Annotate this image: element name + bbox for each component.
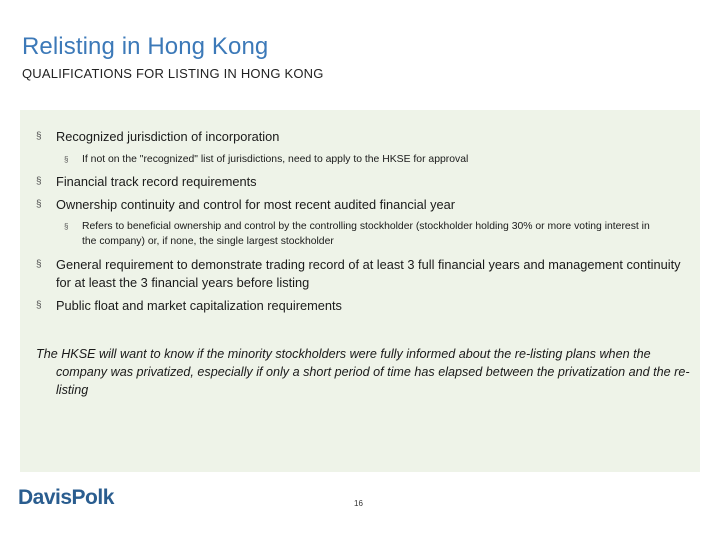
sub-bullet-item — [64, 152, 664, 167]
bullet-marker-icon: § — [36, 199, 42, 210]
bullet-marker-icon: § — [36, 176, 42, 187]
slide-subtitle: QUALIFICATIONS FOR LISTING IN HONG KONG — [22, 66, 324, 81]
sub-bullet-text: Refers to beneficial ownership and control by the controlling stockholder (stockholder holding 30% or more voting interest in the company) or, if none, the single largest stockholder — [82, 221, 650, 247]
bullet-item — [36, 297, 686, 315]
sub-bullet-marker-icon: § — [64, 222, 69, 231]
closing-note: The HKSE will want to know if the minority stockholders were fully informed about the re-listing plans when the company was privatized, especially if only a short period of time has elapsed between the privatization and the re-listing — [36, 347, 690, 397]
bullet-text: Financial track record requirements — [56, 174, 257, 189]
bullet-marker-icon: § — [36, 300, 42, 311]
bullet-marker-icon: § — [36, 131, 42, 142]
bullet-item — [36, 173, 686, 191]
sub-bullet-marker-icon: § — [64, 155, 69, 164]
bullet-marker-icon: § — [36, 259, 42, 270]
slide-title: Relisting in Hong Kong — [22, 33, 269, 60]
bullet-text: Recognized jurisdiction of incorporation — [56, 129, 280, 144]
sub-bullet-text: If not on the "recognized" list of jurisdictions, need to apply to the HKSE for approval — [82, 154, 469, 165]
company-logo: DavisPolk — [18, 486, 114, 509]
bullet-item — [36, 128, 686, 146]
bullet-item — [36, 256, 686, 292]
bullet-item — [36, 196, 686, 214]
sub-bullet-item — [64, 219, 664, 249]
bullet-text: Ownership continuity and control for most recent audited financial year — [56, 197, 456, 212]
bullet-text: General requirement to demonstrate trading record of at least 3 full financial years and management continuity for at least the 3 financial years before listing — [56, 257, 681, 290]
bullet-text: Public float and market capitalization requirements — [56, 298, 342, 313]
page-number: 16 — [354, 499, 363, 508]
